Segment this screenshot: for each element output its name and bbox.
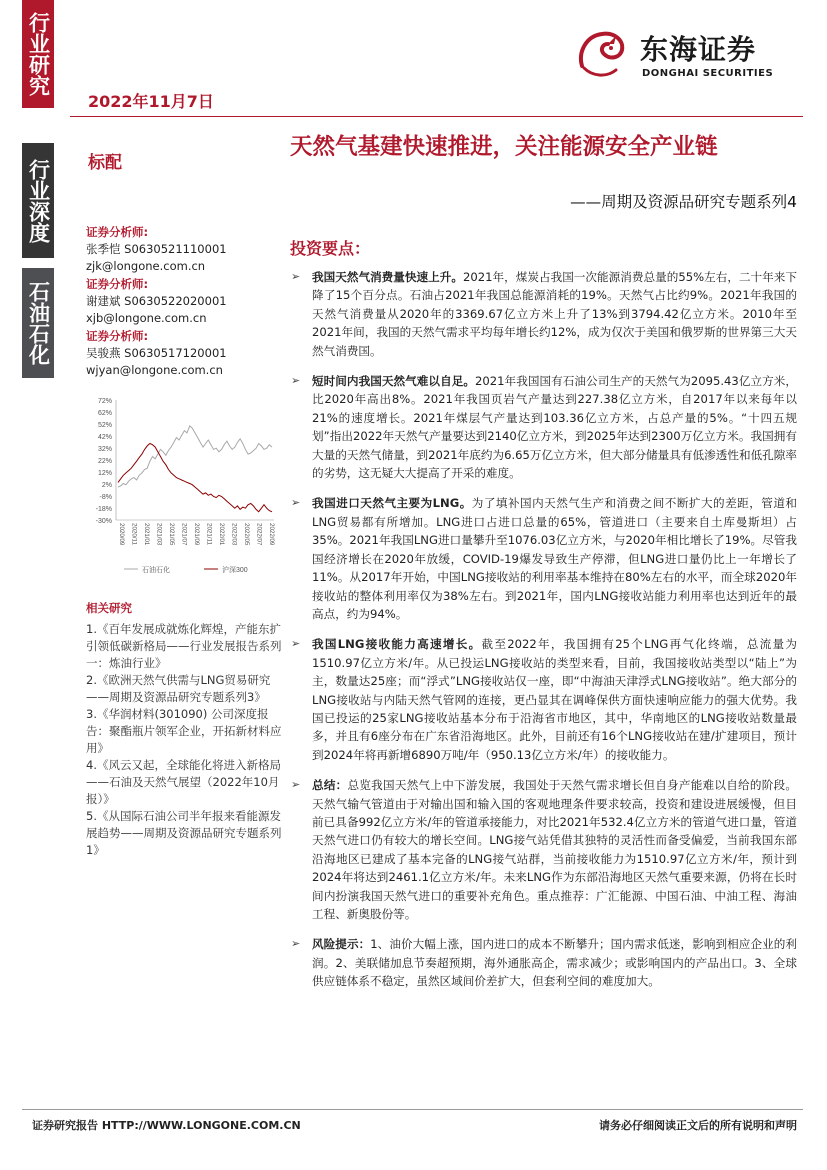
highlight-self-sufficiency [290,372,797,482]
related-research-item[interactable]: 5.《从国际石油公司半年报来看能源发展趋势——周期及资源品研究专题系列1》 [86,809,282,857]
y-tick-label: -8% [99,494,112,501]
analyst-label: 证券分析师: [86,277,149,291]
investment-highlights-heading: 投资要点： [290,239,371,258]
highlight-text: 总览我国天然气上中下游发展，我国处于天然气需求增长但自身产能难以自给的阶段。天然气输气管道由于对输出国和输入国的客观地理条件要求较高，投资和建设进展缓慢，但目前已具备992亿立方米/年的管道承接能力，对比2021年532.4亿立方米的管道气进口量，管道天然气进口仍有较大的增长空间。LNG接气站凭借其独特的灵活性而备受偏爱，当前我国东部沿海地区已建成了基本完备的LNG接气站群，当前接收能力为1510.97亿立方米/年，预计到2024年将达到2461.1亿立方米/年。未来LNG作为东部沿海地区天然气重要来源，仍将在长时间内扮演我国天然气进口的重要补充角色。重点推荐：广汇能源、中国石油、中油工程、海油工程、新奥股份等。 [312,778,797,921]
arrow-bullet-icon: ➢ [291,374,301,388]
analyst-email[interactable]: zjk@longone.com.cn [86,259,206,273]
x-tick-label: 2021/01 [143,523,150,546]
y-tick-label: -18% [95,506,112,513]
footer-disclaimer: 请务必仔细阅读正文后的所有说明和声明 [599,1119,797,1132]
y-tick-label: 52% [97,422,112,429]
highlight-text: 为了填补国内天然气生产和消费之间不断扩大的差距，管道和LNG贸易都有所增加。LNG进口占进口总量的65%，管道进口（主要来自土库曼斯坦）占35%。2021年我国LNG进口量攀升至1076.03亿立方米，与2020年相比增长了19%。尽管我国经济增长在2020年放缓，COVID-19爆发导致生产停滞，但LNG进口量仍比上一年增长了11%。从2017年开始，中国LNG接收站的利用率基本维持在80%左右的水平，而全球2020年接收站的整体利用率仅为38%左右。到2021年，国内LNG接收站能力利用率也达到近年的最高点，约为94%。 [312,496,797,621]
y-tick-label: 2% [101,482,112,489]
side-tab-label: 石油石化 [26,281,51,365]
related-research-item[interactable]: 4.《风云又起，全球能化将进入新格局 ——石油及天然气展望（2022年10月报）》 [86,758,281,806]
side-tab-label: 行业深度 [26,158,51,243]
analyst-entry [86,276,282,327]
y-tick-label: 32% [97,446,112,453]
report-title: 天然气基建快速推进，关注能源安全产业链 [290,134,718,160]
analyst-label: 证券分析师: [86,329,149,343]
highlight-lead: 总结： [312,778,348,793]
analyst-entry [86,224,282,275]
analyst-name-id: 吴骏燕 S0630517120001 [86,346,227,360]
arrow-bullet-icon: ➢ [291,270,301,283]
related-research [86,600,282,859]
donghai-logo [572,22,808,86]
x-tick-label: 2022/01 [218,523,225,546]
side-tab-petrochemical [22,268,54,378]
logo-chinese-name: 东海证券 [640,33,757,66]
analyst-name-id: 谢建斌 S0630522020001 [86,294,227,308]
related-research-item[interactable]: 3.《华润材料(301090) 公司深度报告：聚酯瓶片领军企业，开拓新材料应用》 [86,707,282,755]
highlight-text: 截至2022年，我国拥有25个LNG再气化终端，总流量为1510.97亿立方米/年。从已投运LNG接收站的类型来看，目前，我国接收站类型以“陆上”为主，数量达25座；而“浮式”LNG接收站仅一座，即“中海油天津浮式LNG接收站”。绝大部分的LNG接收站与内陆天然气管网的连接，更凸显其在调峰保供方面快速响应能力的强大优势。我国已投运的25家LNG接收站基本分布于沿海省市地区，其中，华南地区的LNG接收站数量最多，并且有6座分布在广东省沿海地区。此外，目前还有16个LNG接收站在建/扩建项目，预计到2024年将再新增6890万吨/年（950.13亿立方米/年）的接收能力。 [312,637,797,762]
related-research-item[interactable]: 1.《百年发展成就炼化辉煌，产能东扩引领低碳新格局——行业发展报告系列一：炼油行业》 [86,622,282,670]
highlight-lead: 短时间内我国天然气难以自足。 [312,374,475,389]
related-research-item[interactable]: 2.《欧洲天然气供需与LNG贸易研究——周期及资源品研究专题系列3》 [86,673,271,704]
y-tick-label: 72% [97,398,112,405]
x-tick-label: 2022/09 [268,523,275,546]
x-tick-label: 2020/11 [130,523,138,545]
side-tab-industry-research [22,0,54,108]
related-research-title: 相关研究 [86,601,132,615]
analyst-label: 证券分析师: [86,225,149,239]
x-tick-label: 2020/09 [118,523,125,546]
x-tick-label: 2021/07 [180,523,188,546]
analyst-list [86,224,282,380]
investment-highlights [290,268,797,1003]
dragon-logo-icon [572,22,634,84]
x-tick-label: 2021/11 [205,523,213,545]
highlight-lng-imports [290,494,797,623]
analyst-name-id: 张季恺 S0630521110001 [86,242,227,256]
y-tick-label: 22% [97,458,112,465]
series-line [118,426,272,487]
legend-label: 石油石化 [142,567,170,574]
side-tab-label: 行业研究 [26,12,51,96]
x-tick-label: 2022/03 [230,523,238,546]
header-divider [70,116,803,117]
x-tick-label: 2021/09 [193,523,200,546]
highlight-lead: 我国LNG接收能力高速增长。 [312,637,482,652]
highlight-lead: 风险提示： [312,937,371,952]
x-tick-label: 2021/03 [155,523,163,546]
y-tick-label: 12% [97,470,112,477]
arrow-bullet-icon: ➢ [291,496,301,510]
analyst-entry [86,328,282,379]
analyst-email[interactable]: xjb@longone.com.cn [86,311,207,325]
highlight-consumption [290,268,797,360]
x-tick-label: 2022/07 [255,523,263,546]
y-tick-label: -30% [95,518,112,525]
arrow-bullet-icon: ➢ [291,778,301,792]
legend-label: 沪深300 [222,567,248,574]
highlight-text: 2021年，煤炭占我国一次能源消费总量的55%左右，二十年来下降了15个百分点。石油占2021年我国总能源消耗的19%。天然气占比约9%。2021年我国的天然气消费量从2020年的3369.67亿立方米上升了13%到3794.42亿立方米。2010年至2021年间，我国的天然气需求平均每年增长约12%，成为仅次于美国和俄罗斯的世界第三大天然气消费国。 [312,270,797,358]
report-date: 2022年11月7日 [88,92,214,111]
side-tab-industry-depth [22,143,54,258]
analyst-email[interactable]: wjyan@longone.com.cn [86,363,223,377]
footer-website[interactable]: 证券研究报告 HTTP://WWW.LONGONE.COM.CN [32,1119,301,1132]
performance-chart [84,392,280,582]
x-tick-label: 2021/05 [168,523,175,546]
y-tick-label: 42% [97,434,112,441]
y-tick-label: 62% [97,410,112,417]
highlight-risk [290,935,797,990]
arrow-bullet-icon: ➢ [291,937,301,951]
x-tick-label: 2022/05 [243,523,250,546]
sector-rating: 标配 [88,153,122,173]
highlight-lead: 我国进口天然气主要为LNG。 [312,496,472,511]
highlight-summary [290,776,797,923]
highlight-text: 1、油价大幅上涨，国内进口的成本不断攀升；国内需求低迷，影响到相应企业的利润。2、美联储加息节奏超预期，海外通胀高企，需求减少；或影响国内的产品出口。3、全球供应链体系不稳定，虽然区域间价差扩大，但套利空间的难度加大。 [312,937,797,989]
footer-divider [22,1109,803,1110]
performance-chart-svg [84,392,280,582]
logo-english-name: DONGHAI SECURITIES [642,68,774,79]
arrow-bullet-icon: ➢ [291,637,301,651]
highlight-lng-capacity [290,635,797,764]
report-subtitle: ——周期及资源品研究专题系列4 [570,193,797,211]
highlight-text: 2021年我国国有石油公司生产的天然气为2095.43亿立方米，比2020年高出8%。2021年我国页岩气产量达到227.38亿立方米，自2017年以来每年以21%的速度增长。2021年煤层气产量达到103.36亿立方米，占总产量的5%。“十四五规划”指出2022年天然气产量要达到2140亿立方米，到2025年达到2300万亿立方米。我国拥有大量的天然气储量，到2021年底约为6.65万亿立方米，但大部分储量具有低渗透性和低孔隙率的劣势，这无疑大大提高了开采的难度。 [312,374,797,481]
highlight-lead: 我国天然气消费量快速上升。 [312,270,463,284]
